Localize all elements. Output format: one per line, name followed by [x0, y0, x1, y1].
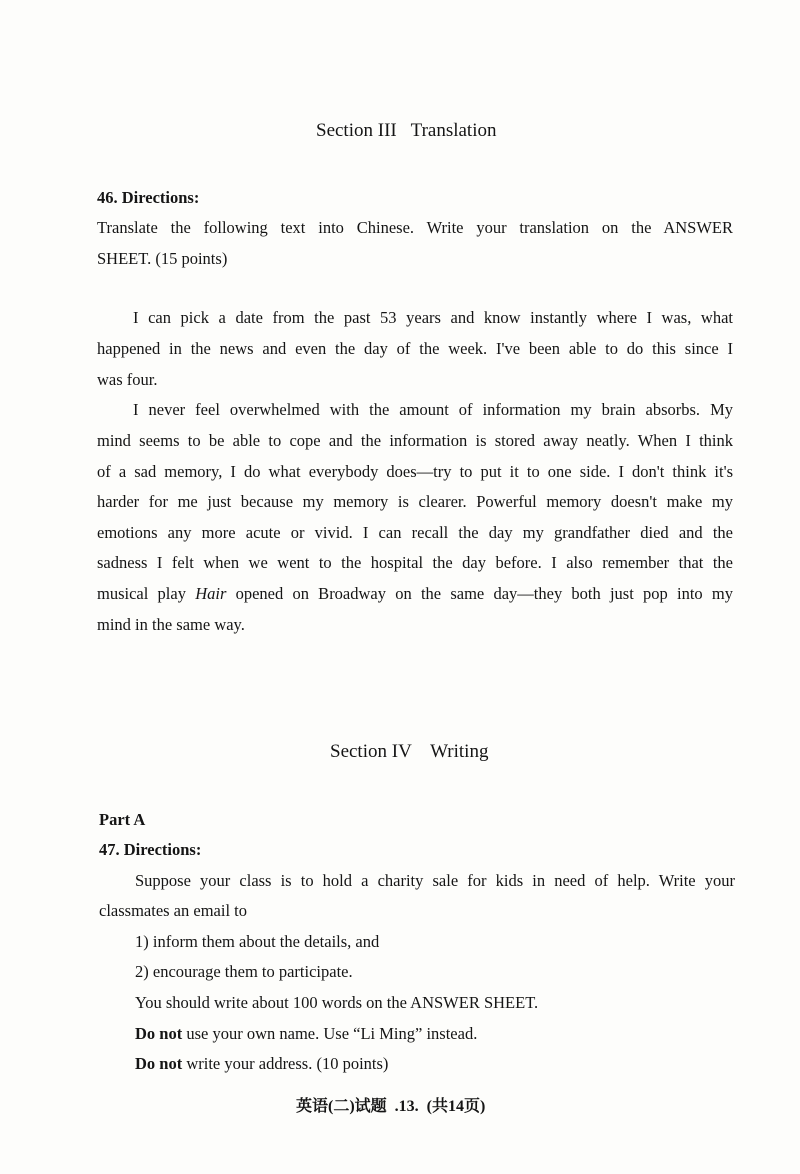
name-note-text: use your own name. Use “Li Ming” instead. [182, 1024, 478, 1043]
passage-line: mind in the same way. [97, 615, 245, 634]
page-footer: 英语(二)试题 .13. (共14页) [296, 1098, 486, 1115]
passage-line: harder for me just because my memory is clearer. Powerful memory doesn't make my [97, 492, 733, 511]
part-a-label: Part A [99, 810, 146, 829]
q46-directions-line: SHEET. (15 points) [97, 249, 228, 268]
address-note-emphasis: Do not [135, 1054, 183, 1073]
word-count-note: You should write about 100 words on the ANSWER SHEET. [135, 993, 539, 1012]
passage-text: musical play [97, 584, 196, 603]
address-note [135, 1054, 388, 1074]
q47-intro-line: classmates an email to [99, 901, 247, 920]
passage-line: mind seems to be able to cope and the information is stored away neatly. When I think [97, 431, 733, 450]
name-note-emphasis: Do not [135, 1024, 183, 1043]
passage-line: I never feel overwhelmed with the amount of information my brain absorbs. My [133, 400, 733, 419]
name-note [135, 1024, 477, 1044]
q47-label: 47. Directions: [99, 840, 202, 859]
passage-line: happened in the news and even the day of the week. I've been able to do this since I [97, 339, 733, 358]
passage-line: sadness I felt when we went to the hospital the day before. I also remember that the [97, 553, 733, 572]
section-4-title: Section IV Writing [330, 741, 489, 762]
passage-line-musical [97, 584, 733, 604]
task-item: 1) inform them about the details, and [135, 932, 380, 951]
section-3-title: Section III Translation [316, 120, 497, 141]
address-note-text: write your address. (10 points) [182, 1054, 389, 1073]
passage-line: of a sad memory, I do what everybody does—try to put it to one side. I don't think it's [97, 462, 733, 481]
q47-intro-line: Suppose your class is to hold a charity sale for kids in need of help. Write your [135, 871, 735, 890]
passage-line: emotions any more acute or vivid. I can recall the day my grandfather died and the [97, 523, 733, 542]
q46-directions-line: Translate the following text into Chinese. Write your translation on the ANSWER [97, 218, 733, 237]
passage-line: was four. [97, 370, 158, 389]
play-title: Hair [195, 584, 227, 603]
passage-text: opened on Broadway on the same day—they both just pop into my [226, 584, 733, 603]
task-item: 2) encourage them to participate. [135, 962, 353, 981]
q46-label: 46. Directions: [97, 188, 200, 207]
passage-line: I can pick a date from the past 53 years and know instantly where I was, what [133, 308, 733, 327]
